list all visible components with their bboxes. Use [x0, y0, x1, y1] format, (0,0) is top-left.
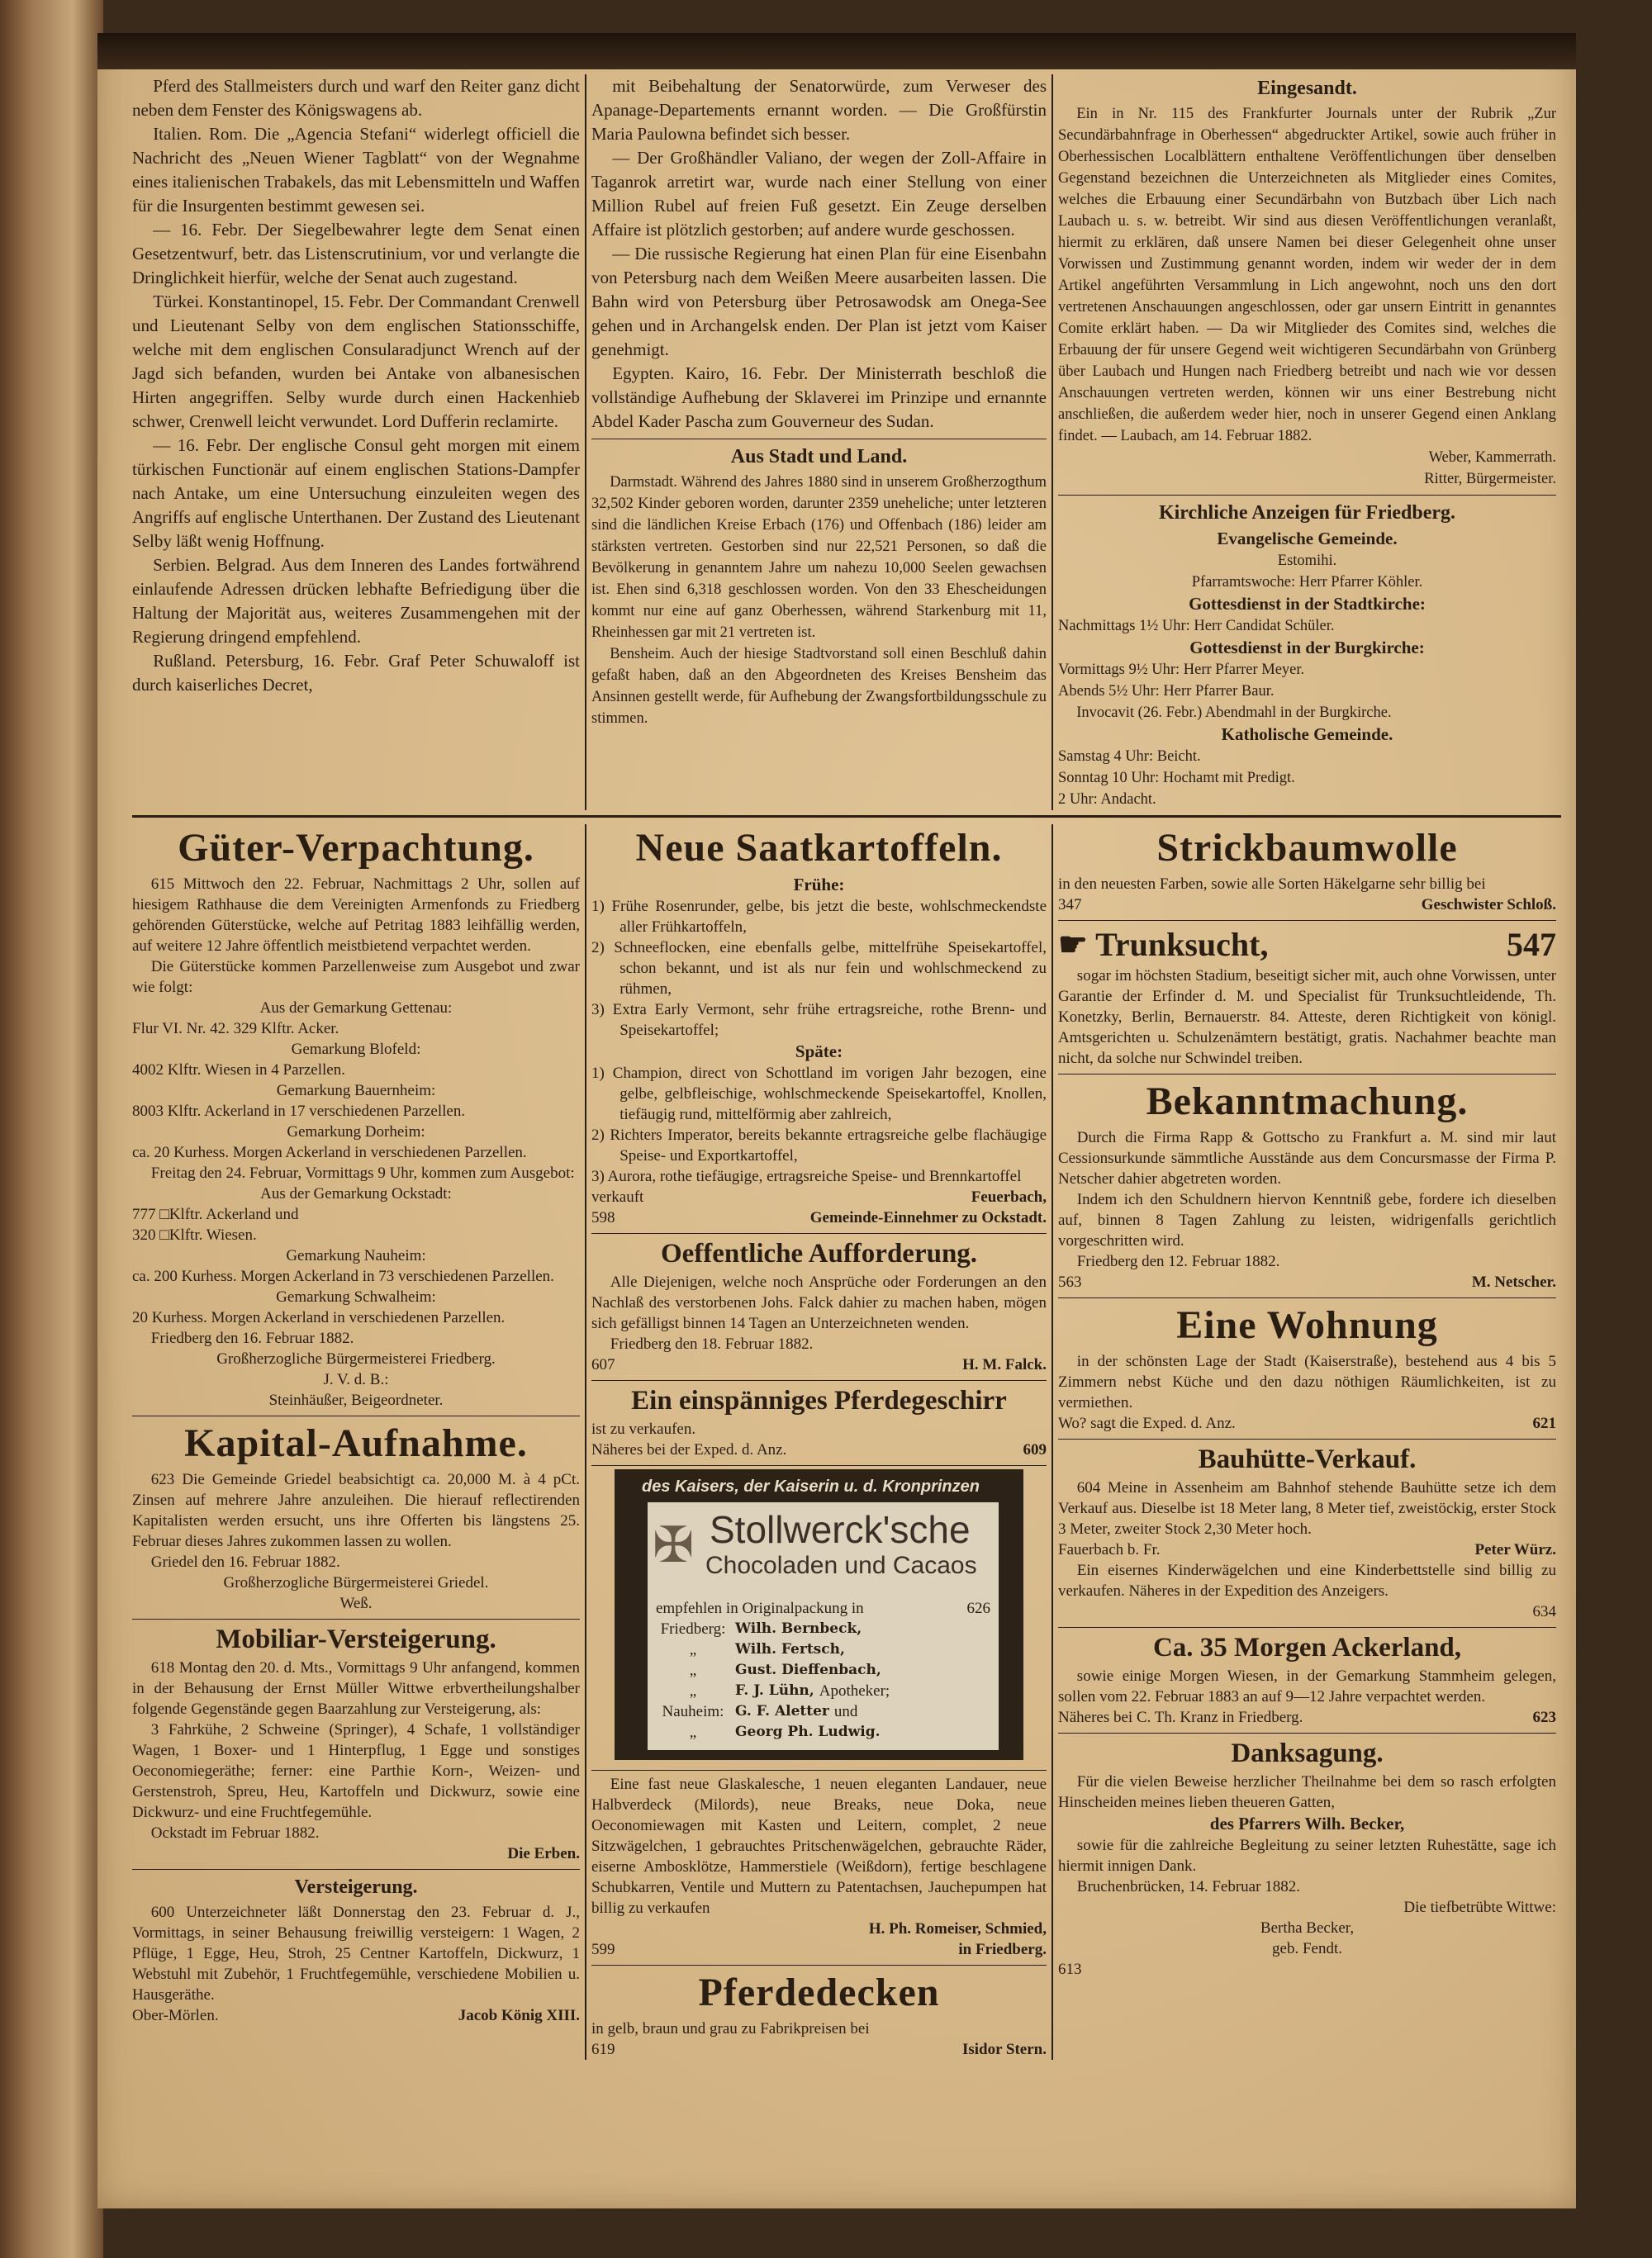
ad-stollwerck: [615, 1469, 1023, 1760]
text-line: Gemarkung Dorheim:: [287, 1123, 425, 1141]
ad-strickbaumwolle: [1058, 824, 1556, 915]
ad-stollwerck-wrapper: [591, 1465, 1047, 1765]
ads-col-1: [132, 824, 585, 2060]
row-right-text: Geschwister Schloß.: [1421, 896, 1556, 913]
text-line: Gemarkung Schwalheim:: [276, 1288, 436, 1306]
text-line: in den neuesten Farben, sowie alle Sorten Häkelgarne sehr billig bei: [1058, 875, 1486, 893]
dealer-name: Gust. Dieffenbach,: [735, 1662, 881, 1678]
ad-oeffentliche-aufforderung: [591, 1233, 1047, 1375]
text-row: [591, 1440, 1047, 1460]
row-left-text: ☛ Trunksucht,: [1058, 926, 1269, 963]
dealer-name: Wilh. Bernbeck,: [735, 1620, 862, 1637]
text-line: J. V. d. B.:: [323, 1371, 389, 1388]
text-line: Gemarkung Bauernheim:: [276, 1082, 436, 1099]
dealer-row: [656, 1722, 990, 1743]
news-col-1: [132, 74, 585, 810]
ad-pferdedecken: [591, 1965, 1047, 2060]
text-row: [591, 1939, 1047, 1960]
row-right-text: 623: [1532, 1709, 1556, 1726]
text-line: Friedberg den 12. Februar 1882.: [1076, 1253, 1280, 1270]
text-line: Ein in Nr. 115 des Frankfurter Journals unter der Rubrik „Zur Secundärbahnfrage in Oberhessen“ abgedruckter Artikel, sowie auch früher in Oberhessischen Localblättern enthaltene Veröffentlichungen über denselben Gegenstand bezeichnen die Unterzeichneten als Mitglieder eines Comites, welches die Erbauung einer Secundärbahn von Butzbach über Lich nach Laubach u. s. w. betreibt. Wir sind aus diesen Veröffentlichungen veranlaßt, hiermit zu erklären, daß unsere Namen bei dieser Gelegenheit ohne unser Vorwissen und Zustimmung genannt worden, indem wir weder der in dem Artikel angeführten Versammlung in Lich angewohnt, noch uns den dort vertretenen Anschauungen angeschlossen, oder gar unsern Eintritt in genanntes Comite erklärt haben. — Da wir Mitglieder des Comites sind, welches die Erbauung der für unsere Gegend weit wichtigeren Secundärbahn von Grünberg über Laubach und Hungen nach Friedberg betreibt und nach wie vor dessen Anschauungen vertreten werden, können wir uns einer Bestrebung nicht anschließen, die außerdem weder hier, noch in unserer Gegend einen Anklang findet. — Laubach, am 14. Februar 1882.: [1058, 106, 1556, 444]
text-line: 1) Frühe Rosenrunder, gelbe, bis jetzt die beste, wohlschmeckendste aller Frühkartoffeln,: [591, 898, 1047, 936]
text-line: 4002 Klftr. Wiesen in 4 Parzellen.: [132, 1061, 345, 1079]
news-column-1: [132, 74, 580, 697]
ad-eine-wohnung: [1058, 1297, 1556, 1434]
text-line: in der schönsten Lage der Stadt (Kaiserstraße), bestehend aus 4 bis 5 Zimmern nebst Küche und den dazu nöthigen Räumlichkeiten, ist zu vermiethen.: [1058, 1353, 1556, 1411]
heading: Bauhütte-Verkauf.: [1198, 1444, 1417, 1474]
ad-bekanntmachung: [1058, 1074, 1556, 1293]
ad-danksagung: [1058, 1733, 1556, 1980]
heading: Mobiliar-Versteigerung.: [216, 1625, 496, 1654]
row-right-text: 621: [1532, 1415, 1556, 1432]
text-line: 3) Aurora, rothe tiefäugige, ertragsreiche Speise- und Brennkartoffel: [591, 1168, 1022, 1185]
text-row: [591, 1919, 1047, 1939]
text-line: 618 Montag den 20. d. Mts., Vormittags 9 Uhr anfangend, kommen in der Behausung der Ernst Müller Wittwe erbvertheilungshalber folgende Gegenstände gegen Baarzahlung zur Versteigerung, als:: [132, 1659, 580, 1718]
text-line: Pferd des Stallmeisters durch und warf den Reiter ganz dicht neben dem Fenster des Königswagens ab.: [132, 76, 580, 120]
text-line: Ockstadt im Februar 1882.: [150, 1824, 320, 1842]
text-line: Großherzogliche Bürgermeisterei Griedel.: [223, 1574, 489, 1592]
text-line: Friedberg den 18. Februar 1882.: [610, 1335, 814, 1353]
heading: Kapital-Aufnahme.: [184, 1421, 528, 1465]
text-row: [132, 2005, 580, 2026]
ad-ackerland: [1058, 1627, 1556, 1728]
text-line: Serbien. Belgrad. Aus dem Inneren des Landes fortwährend einlaufende Adressen drücken lebhafte Befriedigung über die Haltung der Majorität aus, weiteres Zusammengehen mit der Regierung dringend empfehlend.: [132, 555, 580, 647]
text-line: 20 Kurhess. Morgen Ackerland in verschiedenen Parzellen.: [132, 1309, 506, 1326]
text-line: Indem ich den Schuldnern hiervon Kenntniß gebe, fordere ich dieselben auf, binnen 8 Tagen Zahlung zu leisten, widrigenfalls gerichtlich vorgeschritten wird.: [1058, 1191, 1556, 1250]
text-line: Alle Diejenigen, welche noch Ansprüche oder Forderungen an den Nachlaß des verstorbenen Johs. Falck dahier zu machen haben, mögen sich gefälligst binnen 14 Tagen an Unterzeichneten wenden.: [591, 1274, 1047, 1332]
ads-section: [132, 824, 1561, 2060]
text-line: 623 Die Gemeinde Griedel beabsichtigt ca. 20,000 M. à 4 pCt. Zinsen auf mehrere Jahre anzuleihen. Die hierauf reflectirenden Kapitalisten werden ersucht, uns ihre Offerten bis längstens 25. Februar dieses Jahres zukommen lassen zu wollen.: [132, 1471, 580, 1550]
text-line: Die Erben.: [507, 1845, 580, 1862]
text-line: Eine fast neue Glaskalesche, 1 neuen eleganten Landauer, neue Halbverdeck (Milords), neue Breaks, neue Doka, neue Oeconomiewagen mit Kasten und Leitern, complet, 2 neue Sitzwägelchen, 1 gebrauchtes Pritschenwägelchen, gebrauchte Räder, eiserne Ambosklötze, Hammerstiele (Weißdorn), fertige beschlagene Schubkarren, Ventile und Muttern zu Patentachsen, Jauchepumpen hat billig zu verkaufen: [591, 1776, 1047, 1917]
text-line: Flur VI. Nr. 42. 329 Klftr. Acker.: [132, 1020, 339, 1037]
text-line: Für die vielen Beweise herzlicher Theilnahme bei dem so rasch erfolgten Hinscheiden meines lieben theueren Gatten,: [1058, 1773, 1556, 1811]
article-eingesandt: [1058, 76, 1556, 490]
text-line: Egypten. Kairo, 16. Febr. Der Ministerrath beschloß die vollständige Aufhebung der Sklaverei im Prinzipe und ernannte Abdel Kader Pascha zum Gouverneur des Sudan.: [591, 363, 1047, 431]
heading: Bekanntmachung.: [1146, 1079, 1469, 1123]
row-right-text: 609: [1023, 1441, 1047, 1459]
text-row: [1058, 924, 1556, 965]
row-left-text: Wo? sagt die Exped. d. Anz.: [1058, 1415, 1236, 1432]
section-divider: [132, 815, 1561, 818]
text-line: Bertha Becker,: [1260, 1919, 1355, 1937]
text-line: 3 Fahrkühe, 2 Schweine (Springer), 4 Schafe, 1 vollständiger Wagen, 1 Boxer- und 1 Hinterpflug, 1 Egge und sonstiges Oeconomiegeräthe; ferner: eine Parthie Korn-, Weizen- und Gerstenstroh, Spreu, Heu, Kartoffeln und Dickwurz, sowie eine Dickwurz- und eine Fruchtfegemühle.: [132, 1721, 580, 1821]
text-line: Die tiefbetrübte Wittwe:: [1403, 1899, 1556, 1916]
text-line: mit Beibehaltung der Senatorwürde, zum Verweser des Apanage-Departements ernannt worden. — Die Großfürstin Maria Paulowna befindet sich besser.: [591, 76, 1047, 144]
text-line: Friedberg den 16. Februar 1882.: [150, 1330, 354, 1347]
text-line: geb. Fendt.: [1272, 1940, 1342, 1957]
row-right-text: Peter Würz.: [1474, 1541, 1556, 1558]
text-line: Darmstadt. Während des Jahres 1880 sind in unserem Großherzogthum 32,502 Kinder geboren worden, darunter 2359 uneheliche; unter letzteren sind die ländlichen Kreise Erbach (176) und Offenbach (186) leider am stärksten vertreten. Gestorben sind nur 22,521 Personen, so daß die Bevölkerung in genanntem Jahre um nahezu 10,000 Seelen gewachsen ist. Ehen sind 6,318 geschlossen worden. Von den 33 Ehescheidungen kommt nur eine auf ganz Oberhessen, während Starkenburg mit 11, Rheinhessen gar mit 21 vertreten ist.: [591, 474, 1047, 641]
heading: Ein einspänniges Pferdegeschirr: [631, 1386, 1007, 1416]
dealer-name: Georg Ph. Ludwig.: [735, 1724, 881, 1740]
heading: Versteigerung.: [294, 1876, 418, 1898]
ad-neue-saatkartoffeln: [591, 824, 1047, 1228]
text-line: 600 Unterzeichneter läßt Donnerstag den 23. Februar d. J., Vormittags, in seiner Behausung freiwillig versteigern: 1 Wagen, 2 Pflüge, 1 Egge, Heu, Stroh, 25 Centner Kartoffeln, Dickwurz, 1 Webstuhl mit Zubehör, 1 Fruchtfegemühle, verschiedene Mobilien u. Hausgeräthe.: [132, 1904, 580, 2004]
text-line: — 16. Febr. Der Siegelbewahrer legte dem Senat einen Gesetzentwurf, betr. das Listenscrutinium, vor und verlangte die Dringlichkeit hierfür, welche der Senat auch zugestand.: [132, 220, 580, 287]
heading: Oeffentliche Aufforderung.: [660, 1239, 978, 1269]
ad-kapital-aufnahme: [132, 1416, 580, 1614]
text-line: Bruchenbrücken, 14. Februar 1882.: [1076, 1878, 1300, 1895]
dealer-place: „: [689, 1682, 697, 1700]
text-line: — Die russische Regierung hat einen Plan für eine Eisenbahn von Petersburg nach dem Weißen Meere ausarbeiten lassen. Die Bahn wird von Petersburg über Petrosawodsk am Onega-See gehen und in Archangelsk enden. Der Plan ist jetzt vom Kaiser genehmigt.: [591, 244, 1047, 359]
text-line: Gemarkung Nauheim:: [286, 1247, 426, 1264]
heading: Gottesdienst in der Stadtkirche:: [1189, 594, 1426, 614]
heading: Güter-Verpachtung.: [178, 826, 534, 870]
heading: Ca. 35 Morgen Ackerland,: [1152, 1633, 1462, 1663]
dealer-note: Apotheker;: [819, 1682, 890, 1700]
ads-col-2: [585, 824, 1051, 2060]
text-line: Griedel den 16. Februar 1882.: [150, 1554, 340, 1571]
text-row: [591, 2039, 1047, 2060]
heading: Evangelische Gemeinde.: [1217, 529, 1398, 548]
dealer-place: „: [689, 1724, 697, 1741]
text-line: Ritter, Bürgermeister.: [1424, 471, 1556, 487]
row-right-text: Jacob König XIII.: [458, 2007, 580, 2024]
row-right-text: 547: [1507, 926, 1556, 963]
news-section: [132, 74, 1561, 810]
heading: Danksagung.: [1231, 1739, 1384, 1768]
dealer-name: F. J. Lühn,: [735, 1682, 814, 1699]
row-right-text: Isidor Stern.: [961, 2041, 1047, 2058]
text-line: Nachmittags 1½ Uhr: Herr Candidat Schüler.: [1058, 618, 1335, 634]
text-line: Invocavit (26. Febr.) Abendmahl in der Burgkirche.: [1076, 704, 1392, 721]
text-line: Sonntag 10 Uhr: Hochamt mit Predigt.: [1058, 770, 1295, 786]
text-line: Die Güterstücke kommen Parzellenweise zum Ausgebot und zwar wie folgt:: [132, 958, 580, 996]
text-line: — 16. Febr. Der englische Consul geht morgen mit einem türkischen Functionär auf einem englischen Stations-Dampfer nach Antake, um eine Untersuchung einzuleiten wegen des Angriffs auf englische Unterthanen. Der Zustand des Lieutenant Selby läßt wenig Hoffnung.: [132, 435, 580, 551]
dealer-name: Wilh. Fertsch,: [735, 1641, 845, 1658]
text-line: sowie einige Morgen Wiesen, in der Gemarkung Stammheim gelegen, sollen vom 22. Februar 1883 an auf 9—12 Jahre verpachtet werden.: [1058, 1667, 1556, 1705]
heading: Aus Stadt und Land.: [730, 446, 908, 467]
text-line: Estomihi.: [1277, 553, 1337, 569]
ad-trunksucht: [1058, 920, 1556, 1069]
text-line: Samstag 4 Uhr: Beicht.: [1058, 748, 1201, 765]
row-left-text: Näheres bei der Exped. d. Anz.: [591, 1441, 787, 1459]
stollwerck-panel: [648, 1502, 999, 1750]
text-line: Rußland. Petersburg, 16. Febr. Graf Peter Schuwaloff ist durch kaiserliches Decret,: [132, 651, 580, 695]
dealer-row: [656, 1619, 990, 1639]
text-line: 320 □Klftr. Wiesen.: [132, 1226, 257, 1244]
text-line: 2) Schneeflocken, eine ebenfalls gelbe, mittelfrühe Speisekartoffel, schon bekannt, und ist als nur fein und wohlschmeckend zu rühmen,: [591, 939, 1047, 998]
dealer-place: „: [689, 1662, 697, 1679]
row-left-text: 563: [1058, 1274, 1082, 1291]
text-line: Weber, Kammerrath.: [1428, 449, 1556, 466]
text-line: 604 Meine in Assenheim am Bahnhof stehende Bauhütte setze ich dem Verkauf aus. Dieselbe ist 18 Meter lang, 8 Meter tief, zweistöckig, erster Stock 3 Meter, zweiter Stock 2,30 Meter hoch.: [1058, 1479, 1556, 1538]
text-line: sogar im höchsten Stadium, beseitigt sicher mit, auch ohne Vorwissen, unter Garantie der Erfinder d. M. und Specialist für Trunksuchtleidende, Th. Konetzky, Berlin, Bernauerstr. 84. Atteste, deren Richtigkeit von königl. Amtsgerichten u. Schulzenämtern bestätigt, gratis. Nachahmer beachte man nicht, da solche nur Schwindel treiben.: [1058, 967, 1556, 1067]
text-line: Abends 5½ Uhr: Herr Pfarrer Baur.: [1058, 683, 1275, 700]
heading: Pferdedecken: [698, 1971, 940, 2014]
text-line: Pfarramtswoche: Herr Pfarrer Köhler.: [1191, 574, 1423, 591]
dealer-row: [656, 1660, 990, 1681]
ad-mobiliar-versteigerung: [132, 1619, 580, 1864]
stollwerck-brand: Stollwerck'sche: [710, 1508, 971, 1551]
text-line: 2) Richters Imperator, bereits bekannte ertragsreiche gelbe flachäugige Speise- und Exportkartoffel,: [591, 1127, 1047, 1165]
text-line: Vormittags 9½ Uhr: Herr Pfarrer Meyer.: [1058, 662, 1305, 678]
ads-col-3: [1051, 824, 1561, 2060]
text-row: [1058, 1413, 1556, 1434]
news-col-3: [1051, 74, 1561, 810]
text-line: 3) Extra Early Vermont, sehr frühe ertragsreiche, rothe Brenn- und Speisekartoffel;: [591, 1001, 1047, 1039]
text-line: Aus der Gemarkung Ockstadt:: [260, 1185, 452, 1203]
text-line: Aus der Gemarkung Gettenau:: [259, 999, 453, 1017]
text-line: ist zu verkaufen.: [591, 1421, 696, 1438]
text-line: in gelb, braun und grau zu Fabrikpreisen bei: [591, 2020, 870, 2037]
row-right-text: H. M. Falck.: [962, 1356, 1047, 1373]
heading: Neue Saatkartoffeln.: [635, 826, 1003, 870]
text-line: 613: [1058, 1961, 1082, 1978]
text-row: [1058, 1707, 1556, 1728]
eagle-crest-icon: ✠: [653, 1518, 695, 1573]
stollwerck-dealers: [656, 1598, 990, 1743]
text-line: Bensheim. Auch der hiesige Stadtvorstand soll einen Beschluß dahin gefaßt haben, daß an den Abgeordneten des Kreises Bensheim das Ansinnen gestellt werde, für Aufhebung der Zwangsfortbildungsschule zu stimmen.: [591, 646, 1047, 727]
row-right-text: M. Netscher.: [1471, 1274, 1556, 1291]
text-line: Steinhäußer, Beigeordneter.: [268, 1392, 444, 1409]
row-left-text: 598: [591, 1209, 615, 1226]
page-content: [132, 0, 1561, 2093]
stollwerck-product: Chocoladen und Cacaos: [705, 1552, 977, 1579]
text-line: Freitag den 24. Februar, Vormittags 9 Uhr, kommen zum Ausgebot:: [150, 1165, 575, 1182]
text-line: Gemarkung Blofeld:: [291, 1041, 421, 1058]
text-line: 1) Champion, direct von Schottland im vorigen Jahr bezogen, eine gelbe, gelbfleischige, wohlschmeckende Speisekartoffel, Knollen, tiefäugig rund, mittelförmig aber zahlreich,: [591, 1065, 1047, 1123]
heading: Gottesdienst in der Burgkirche:: [1189, 638, 1425, 657]
text-row: [591, 1187, 1047, 1207]
text-row: [1058, 894, 1556, 915]
row-left-text: 619: [591, 2041, 615, 2058]
row-left-text: verkauft: [591, 1188, 644, 1206]
row-left-text: 347: [1058, 896, 1082, 913]
row-right-text: Feuerbach,: [971, 1188, 1047, 1206]
text-line: Weß.: [339, 1595, 373, 1612]
article-aus-stadt-und-land: [591, 439, 1047, 729]
heading: des Pfarrers Wilh. Becker,: [1209, 1814, 1405, 1833]
row-left-text: 607: [591, 1356, 615, 1373]
dealer-note: und: [833, 1703, 858, 1720]
text-line: 8003 Klftr. Ackerland in 17 verschiedenen Parzellen.: [132, 1103, 466, 1120]
row-left-text: Ober-Mörlen.: [132, 2007, 219, 2024]
text-line: Durch die Firma Rapp & Gottscho zu Frankfurt a. M. sind mir laut Cessionsurkunde sämmtliche Ausstände aus dem Concursmasse der Firma P. Netscher dahier abgetreten worden.: [1058, 1129, 1556, 1188]
text-line: — Der Großhändler Valiano, der wegen der Zoll-Affaire in Taganrok arretirt war, wurde nach einer Stellung von einer Million Rubel auf freien Fuß gesetzt. Ein Zeuge derselben Affaire ist plötzlich gestorben; auf andere wurde geschossen.: [591, 148, 1047, 240]
dealer-row: [656, 1639, 990, 1660]
heading: Eine Wohnung: [1176, 1303, 1438, 1347]
text-line: ca. 20 Kurhess. Morgen Ackerland in verschiedenen Parzellen.: [132, 1144, 527, 1161]
row-left-text: Fauerbach b. Fr.: [1058, 1541, 1161, 1558]
text-line: 615 Mittwoch den 22. Februar, Nachmittags 2 Uhr, sollen auf hiesigem Rathhause die dem Vereinigten Armenfonds zu Friedberg gehörenden Güterstücke, welche auf Petritag 1883 leihfällig werden, auf weitere 12 Jahre öffentlich meistbietend verpachtet werden.: [132, 875, 580, 955]
row-left-text: 599: [591, 1941, 615, 1958]
row-left-text: Näheres bei C. Th. Kranz in Friedberg.: [1058, 1709, 1303, 1726]
text-line: 2 Uhr: Andacht.: [1058, 791, 1156, 808]
stollwerck-banner: des Kaisers, der Kaiserin u. d. Kronprinzen: [641, 1478, 980, 1496]
dealer-row: [656, 1701, 990, 1722]
news-column-2: [591, 74, 1047, 434]
dealer-name: G. F. Aletter: [735, 1703, 829, 1720]
previous-page-edge: [0, 0, 103, 2258]
stollwerck-intro: empfehlen in Originalpackung in: [656, 1600, 864, 1617]
ad-number: 626: [966, 1600, 990, 1617]
ad-pferdegeschirr: [591, 1380, 1047, 1460]
dealer-place: „: [689, 1641, 697, 1658]
text-line: sowie für die zahlreiche Begleitung zu seiner letzten Ruhestätte, sage ich hiermit innigen Dank.: [1058, 1837, 1556, 1875]
dealer-place: Friedberg:: [660, 1620, 726, 1638]
ad-wagen-verkauf: [591, 1770, 1047, 1960]
text-line: 634: [1532, 1603, 1556, 1620]
heading: Kirchliche Anzeigen für Friedberg.: [1158, 502, 1456, 524]
ad-versteigerung: [132, 1869, 580, 2026]
text-line: Großherzogliche Bürgermeisterei Friedberg.: [216, 1350, 496, 1368]
text-row: [591, 1207, 1047, 1228]
text-line: Italien. Rom. Die „Agencia Stefani“ widerlegt officiell die Nachricht des „Neuen Wiener Tagblatt“ von der Wegnahme eines italienischen Trabakels, das mit Lebensmitteln und Waffen für die Insurgenten bestimmt gewesen sei.: [132, 124, 580, 216]
text-line: Ein eisernes Kinderwägelchen und eine Kinderbettstelle sind billig zu verkaufen. Näheres in der Expedition des Anzeigers.: [1058, 1562, 1556, 1600]
ad-bauhuette-verkauf: [1058, 1439, 1556, 1622]
heading: Späte:: [795, 1041, 843, 1061]
heading: Frühe:: [793, 875, 845, 894]
text-row: [1058, 1539, 1556, 1560]
news-col-2: [585, 74, 1051, 810]
heading: Katholische Gemeinde.: [1221, 724, 1393, 744]
text-row: [1058, 1272, 1556, 1293]
church-notices: [1058, 495, 1556, 810]
row-right-text: H. Ph. Romeiser, Schmied,: [868, 1920, 1047, 1938]
text-line: ca. 200 Kurhess. Morgen Ackerland in 73 verschiedenen Parzellen.: [132, 1268, 554, 1285]
dealer-row: [656, 1681, 990, 1701]
text-row: [591, 1354, 1047, 1375]
text-line: 777 □Klftr. Ackerland und: [132, 1206, 299, 1223]
text-line: Türkei. Konstantinopel, 15. Febr. Der Commandant Crenwell und Lieutenant Selby von dem englischen Stationsschiffe, welche mit dem englischen Consularadjunct Wrench auf der Jagd sich befanden, wurden bei Antake von albanesischen Hirten angegriffen. Selby wurde durch einen Hackenhieb schwer, Crenwell leicht verwundet. Lord Dufferin reclamirte.: [132, 292, 580, 431]
row-right-text: in Friedberg.: [958, 1941, 1047, 1958]
heading: Eingesandt.: [1257, 78, 1357, 99]
heading: Strickbaumwolle: [1156, 826, 1458, 870]
row-right-text: Gemeinde-Einnehmer zu Ockstadt.: [809, 1209, 1047, 1226]
ad-gueter-verpachtung: [132, 824, 580, 1411]
dealer-place: Nauheim:: [662, 1703, 724, 1720]
